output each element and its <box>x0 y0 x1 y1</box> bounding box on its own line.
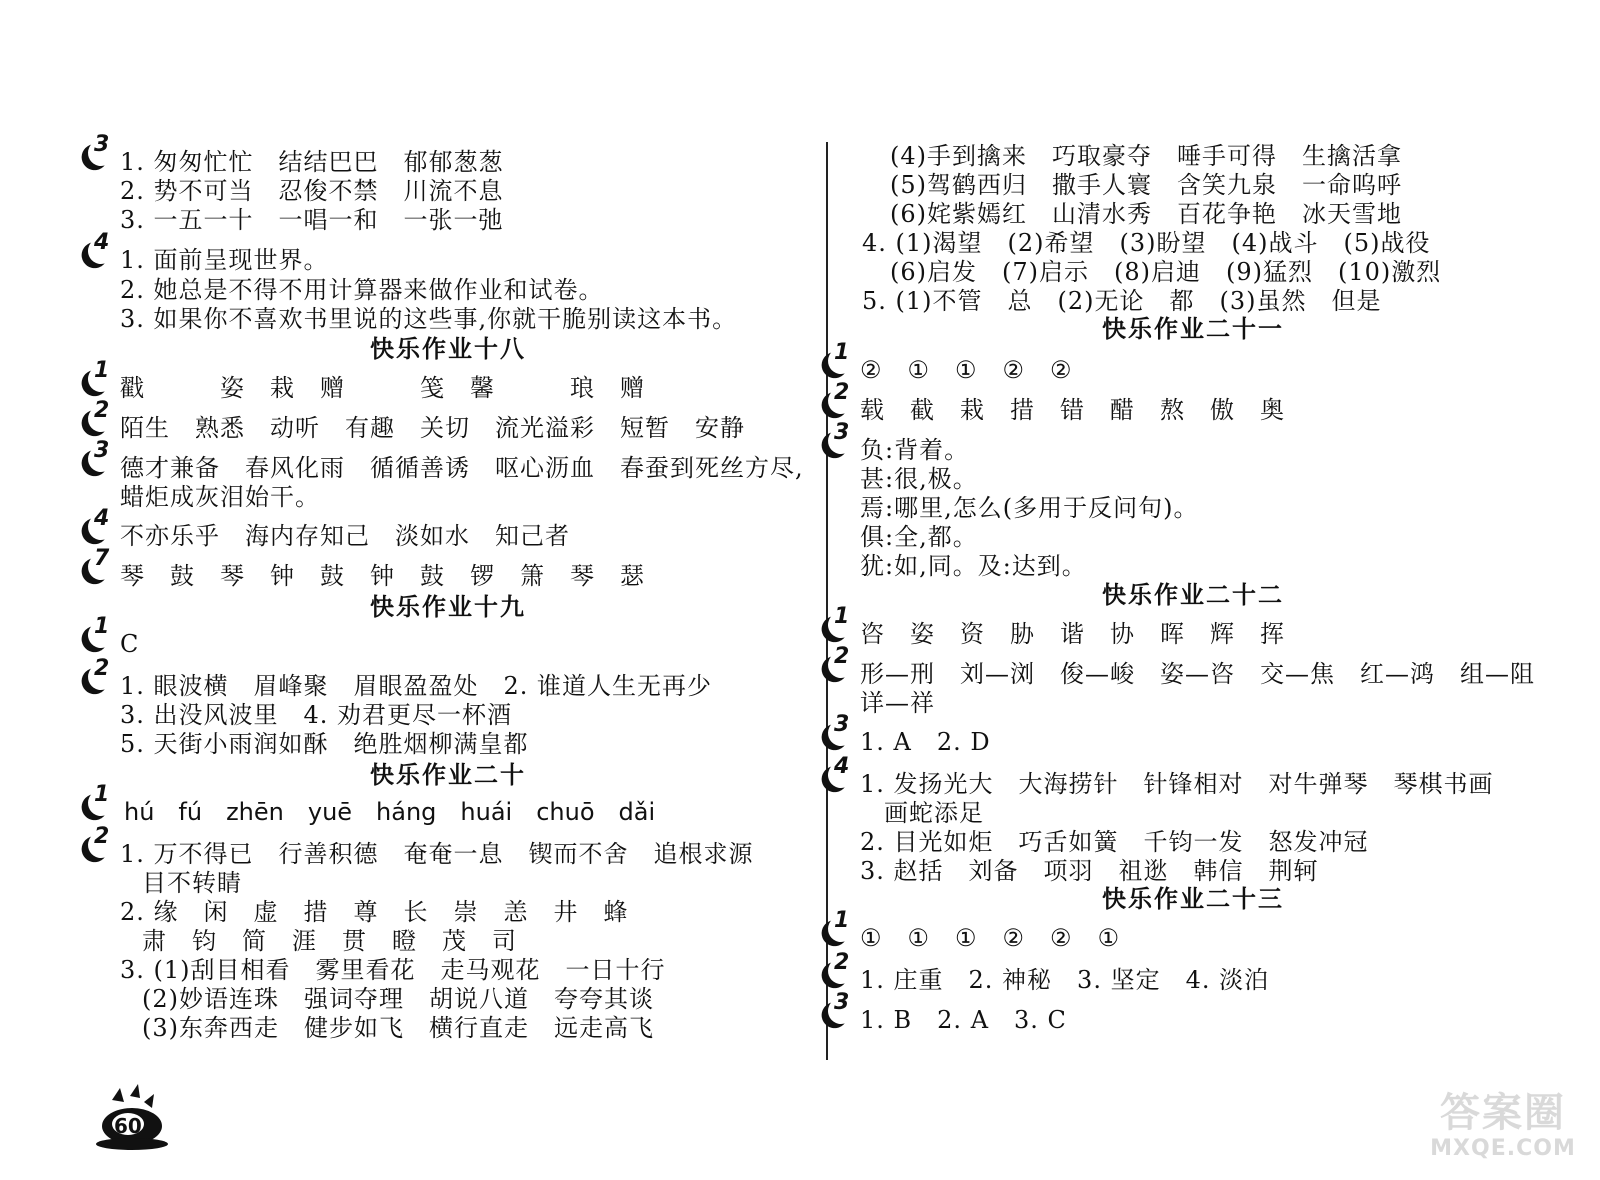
right-column <box>830 0 1600 1180</box>
answer-line: 详—祥 <box>860 689 935 717</box>
question-marker: 1 <box>86 620 124 652</box>
watermark-url: MXQE.COM <box>1430 1136 1576 1161</box>
page-number: 60 <box>114 1114 142 1138</box>
section-heading: 快乐作业二十二 <box>1102 581 1284 609</box>
answer-line: 1. 发扬光大 大海捞针 针锋相对 对牛弹琴 琴棋书画 <box>860 770 1494 798</box>
question-marker: 4 <box>86 236 124 268</box>
question-marker: 2 <box>86 404 124 436</box>
answer-line: 5. 天街小雨润如酥 绝胜烟柳满皇都 <box>120 730 529 758</box>
section-heading: 快乐作业二十 <box>370 761 526 789</box>
answer-line: 1. 万不得已 行善积德 奄奄一息 锲而不舍 追根求源 <box>120 840 754 868</box>
answer-line: 戳 姿 栽 赠 笺 馨 琅 赠 <box>120 374 645 402</box>
answer-line: 形—刑 刘—浏 俊—峻 姿—咨 交—焦 红—鸿 组—阻 <box>860 660 1535 688</box>
answer-line: 1. A 2. D <box>860 728 991 756</box>
answer-line: 载 截 栽 措 错 醋 熬 傲 奥 <box>860 396 1285 424</box>
answer-line: 负:背着。 <box>860 436 970 464</box>
pinyin-line: hú fú zhēn yuē háng huái chuō dǎi <box>124 798 656 826</box>
answer-line: 3. (1)刮目相看 雾里看花 走马观花 一日十行 <box>120 956 666 984</box>
question-marker: 4 <box>826 760 864 792</box>
answer-line: 2. 势不可当 忍俊不禁 川流不息 <box>120 177 504 205</box>
question-marker: 2 <box>86 662 124 694</box>
answer-line: ① ① ① ② ② ① <box>860 924 1121 952</box>
page-number-badge <box>92 1082 172 1152</box>
answer-line: 1. 匆匆忙忙 结结巴巴 郁郁葱葱 <box>120 148 504 176</box>
answer-line: 1. 眼波横 眉峰聚 眉眼盈盈处 2. 谁道人生无再少 <box>120 672 713 700</box>
answer-line: (6)姹紫嫣红 山清水秀 百花争艳 冰天雪地 <box>890 200 1402 228</box>
question-marker: 2 <box>826 386 864 418</box>
question-marker: 4 <box>86 512 124 544</box>
answer-line: 1. B 2. A 3. C <box>860 1006 1067 1034</box>
answer-line: 2. 缘 闲 虚 措 尊 长 崇 恙 井 蜂 <box>120 898 629 926</box>
section-heading: 快乐作业二十一 <box>1102 315 1284 343</box>
question-marker: 1 <box>86 364 124 396</box>
section-heading: 快乐作业十八 <box>370 335 526 363</box>
answer-line: (2)妙语连珠 强词夺理 胡说八道 夸夸其谈 <box>142 985 654 1013</box>
question-marker: 1 <box>826 346 864 378</box>
answer-line: 不亦乐乎 海内存知己 淡如水 知己者 <box>120 522 570 550</box>
answer-line: 咨 姿 资 胁 谐 协 晖 辉 挥 <box>860 620 1285 648</box>
question-marker: 3 <box>826 426 864 458</box>
question-marker: 7 <box>86 552 124 584</box>
answer-line: 1. 庄重 2. 神秘 3. 坚定 4. 淡泊 <box>860 966 1270 994</box>
question-marker: 3 <box>86 138 124 170</box>
watermark <box>1418 1090 1588 1170</box>
section-heading: 快乐作业二十三 <box>1102 885 1284 913</box>
question-marker: 1 <box>826 914 864 946</box>
answer-line: 目不转睛 <box>142 869 242 897</box>
question-marker: 3 <box>826 718 864 750</box>
answer-line: 陌生 熟悉 动听 有趣 关切 流光溢彩 短暂 安静 <box>120 414 745 442</box>
answer-line: C <box>120 630 140 658</box>
answer-line: 甚:很,极。 <box>860 465 978 493</box>
question-marker: 2 <box>826 650 864 682</box>
answer-line: 2. 她总是不得不用计算器来做作业和试卷。 <box>120 276 604 304</box>
answer-line: (4)手到擒来 巧取豪夺 唾手可得 生擒活拿 <box>890 142 1402 170</box>
question-marker: 2 <box>826 956 864 988</box>
answer-line: 俱:全,都。 <box>860 523 978 551</box>
watermark-logo-text: 答案圈 <box>1440 1090 1566 1136</box>
answer-line: (6)启发 (7)启示 (8)启迪 (9)猛烈 (10)激烈 <box>890 258 1442 286</box>
answer-line: 4. (1)渴望 (2)希望 (3)盼望 (4)战斗 (5)战役 <box>862 229 1431 257</box>
answer-line: 德才兼备 春风化雨 循循善诱 呕心沥血 春蚕到死丝方尽, <box>120 454 804 482</box>
question-marker: 1 <box>826 610 864 642</box>
answer-line: 3. 赵括 刘备 项羽 祖逖 韩信 荆轲 <box>860 857 1319 885</box>
answer-line: 犹:如,同。及:达到。 <box>860 552 1087 580</box>
answer-line: 焉:哪里,怎么(多用于反问句)。 <box>860 494 1199 522</box>
answer-line: 画蛇添足 <box>884 799 984 827</box>
answer-line: (5)驾鹤西归 撒手人寰 含笑九泉 一命呜呼 <box>890 171 1402 199</box>
answer-line: ② ① ① ② ② <box>860 356 1073 384</box>
question-marker: 2 <box>86 830 124 862</box>
answer-line: 3. 出没风波里 4. 劝君更尽一杯酒 <box>120 701 513 729</box>
section-heading: 快乐作业十九 <box>370 593 526 621</box>
answer-line: 2. 目光如炬 巧舌如簧 千钧一发 怒发冲冠 <box>860 828 1369 856</box>
answer-line: 肃 钧 简 涯 贯 瞪 茂 司 <box>142 927 517 955</box>
answer-line: 5. (1)不管 总 (2)无论 都 (3)虽然 但是 <box>862 287 1382 315</box>
answer-line: 蜡炬成灰泪始干。 <box>120 483 320 511</box>
answer-line: 3. 如果你不喜欢书里说的这些事,你就干脆别读这本书。 <box>120 305 738 333</box>
question-marker: 3 <box>826 996 864 1028</box>
answer-line: 1. 面前呈现世界。 <box>120 246 329 274</box>
question-marker: 1 <box>86 788 124 820</box>
answer-line: 3. 一五一十 一唱一和 一张一弛 <box>120 206 504 234</box>
answer-line: (3)东奔西走 健步如飞 横行直走 远走高飞 <box>142 1014 654 1042</box>
question-marker: 3 <box>86 444 124 476</box>
answer-line: 琴 鼓 琴 钟 鼓 钟 鼓 锣 箫 琴 瑟 <box>120 562 645 590</box>
